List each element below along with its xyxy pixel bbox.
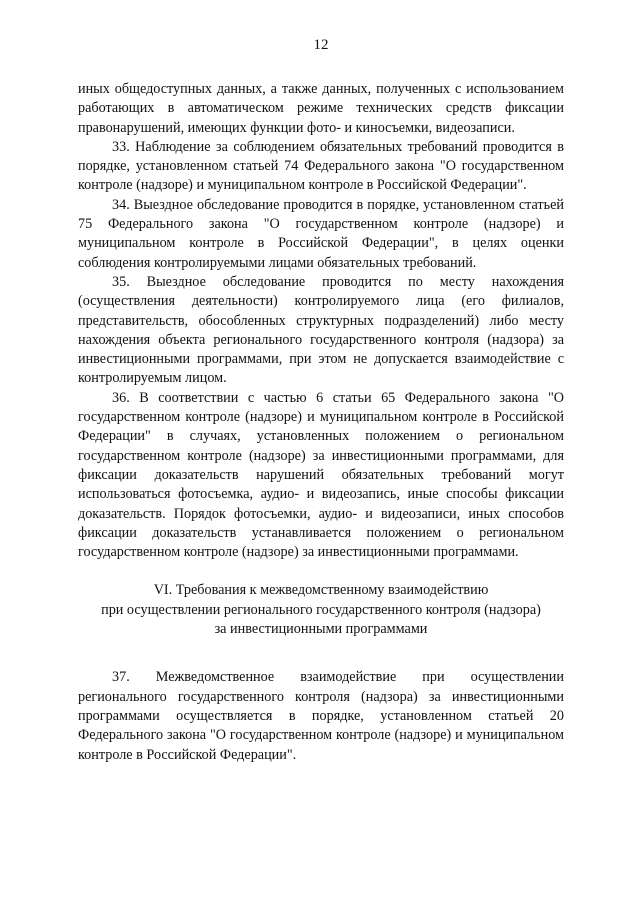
section-heading-line-1: VI. Требования к межведомственному взаимодействию [153,582,489,599]
paragraph-34: 34. Выездное обследование проводится в порядке, установленном статьей 75 Федерального закона "О государственном контроле (надзоре) и муниципальном контроле в Российской Федерации", в целях оценки соблюдения контролируемыми лицами обязательных требований. [78,196,564,271]
paragraph-35: 35. Выездное обследование проводится по месту нахождения (осуществления деятельности) контролируемого лица (его филиалов, представительств, обособленных структурных подразделений) либо месту нахождения объекта регионального государственного контроля (надзора) за инвестиционными программами, при этом не допускается взаимодействие с контролируемым лицом. [78,273,564,387]
document-page [78,36,564,765]
section-heading [78,581,564,639]
paragraph-37: 37. Межведомственное взаимодействие при осуществлении регионального государственного контроля (надзора) за инвестиционными программами осуществляется в порядке, установленном статьей 20 Федерального закона "О государственном контроле (надзоре) и муниципальном контроле в Российской Федерации". [78,669,564,763]
page-number: 12 [313,37,329,53]
section-heading-line-2: при осуществлении регионального государственного контроля (надзора) [101,601,541,618]
paragraph-36: 36. В соответствии с частью 6 статьи 65 Федерального закона "О государственном контроле (надзоре) и муниципальном контроле в Российской Федерации" в случаях, установленных положением о региональном государственном контроле (надзоре) за инвестиционными программами, для фиксации доказательств нарушений обязательных требований могут использоваться фотосъемка, аудио- и видеозапись, иные способы фиксации доказательств. Порядок фотосъемки, аудио- и видеозаписи, иных способов фиксации доказательств устанавливается положением о региональном государственном контроле (надзоре) за инвестиционными программами. [78,389,564,561]
section-heading-line-3: за инвестиционными программами [214,621,428,638]
paragraph-33: 33. Наблюдение за соблюдением обязательных требований проводится в порядке, установленном статьей 74 Федерального закона "О государственном контроле (надзоре) и муниципальном контроле в Российской Федерации". [78,138,564,194]
paragraph-continuation: иных общедоступных данных, а также данных, полученных с использованием работающих в автоматическом режиме технических средств фиксации правонарушений, имеющих функции фото- и киносъемки, видеозаписи. [78,81,564,136]
